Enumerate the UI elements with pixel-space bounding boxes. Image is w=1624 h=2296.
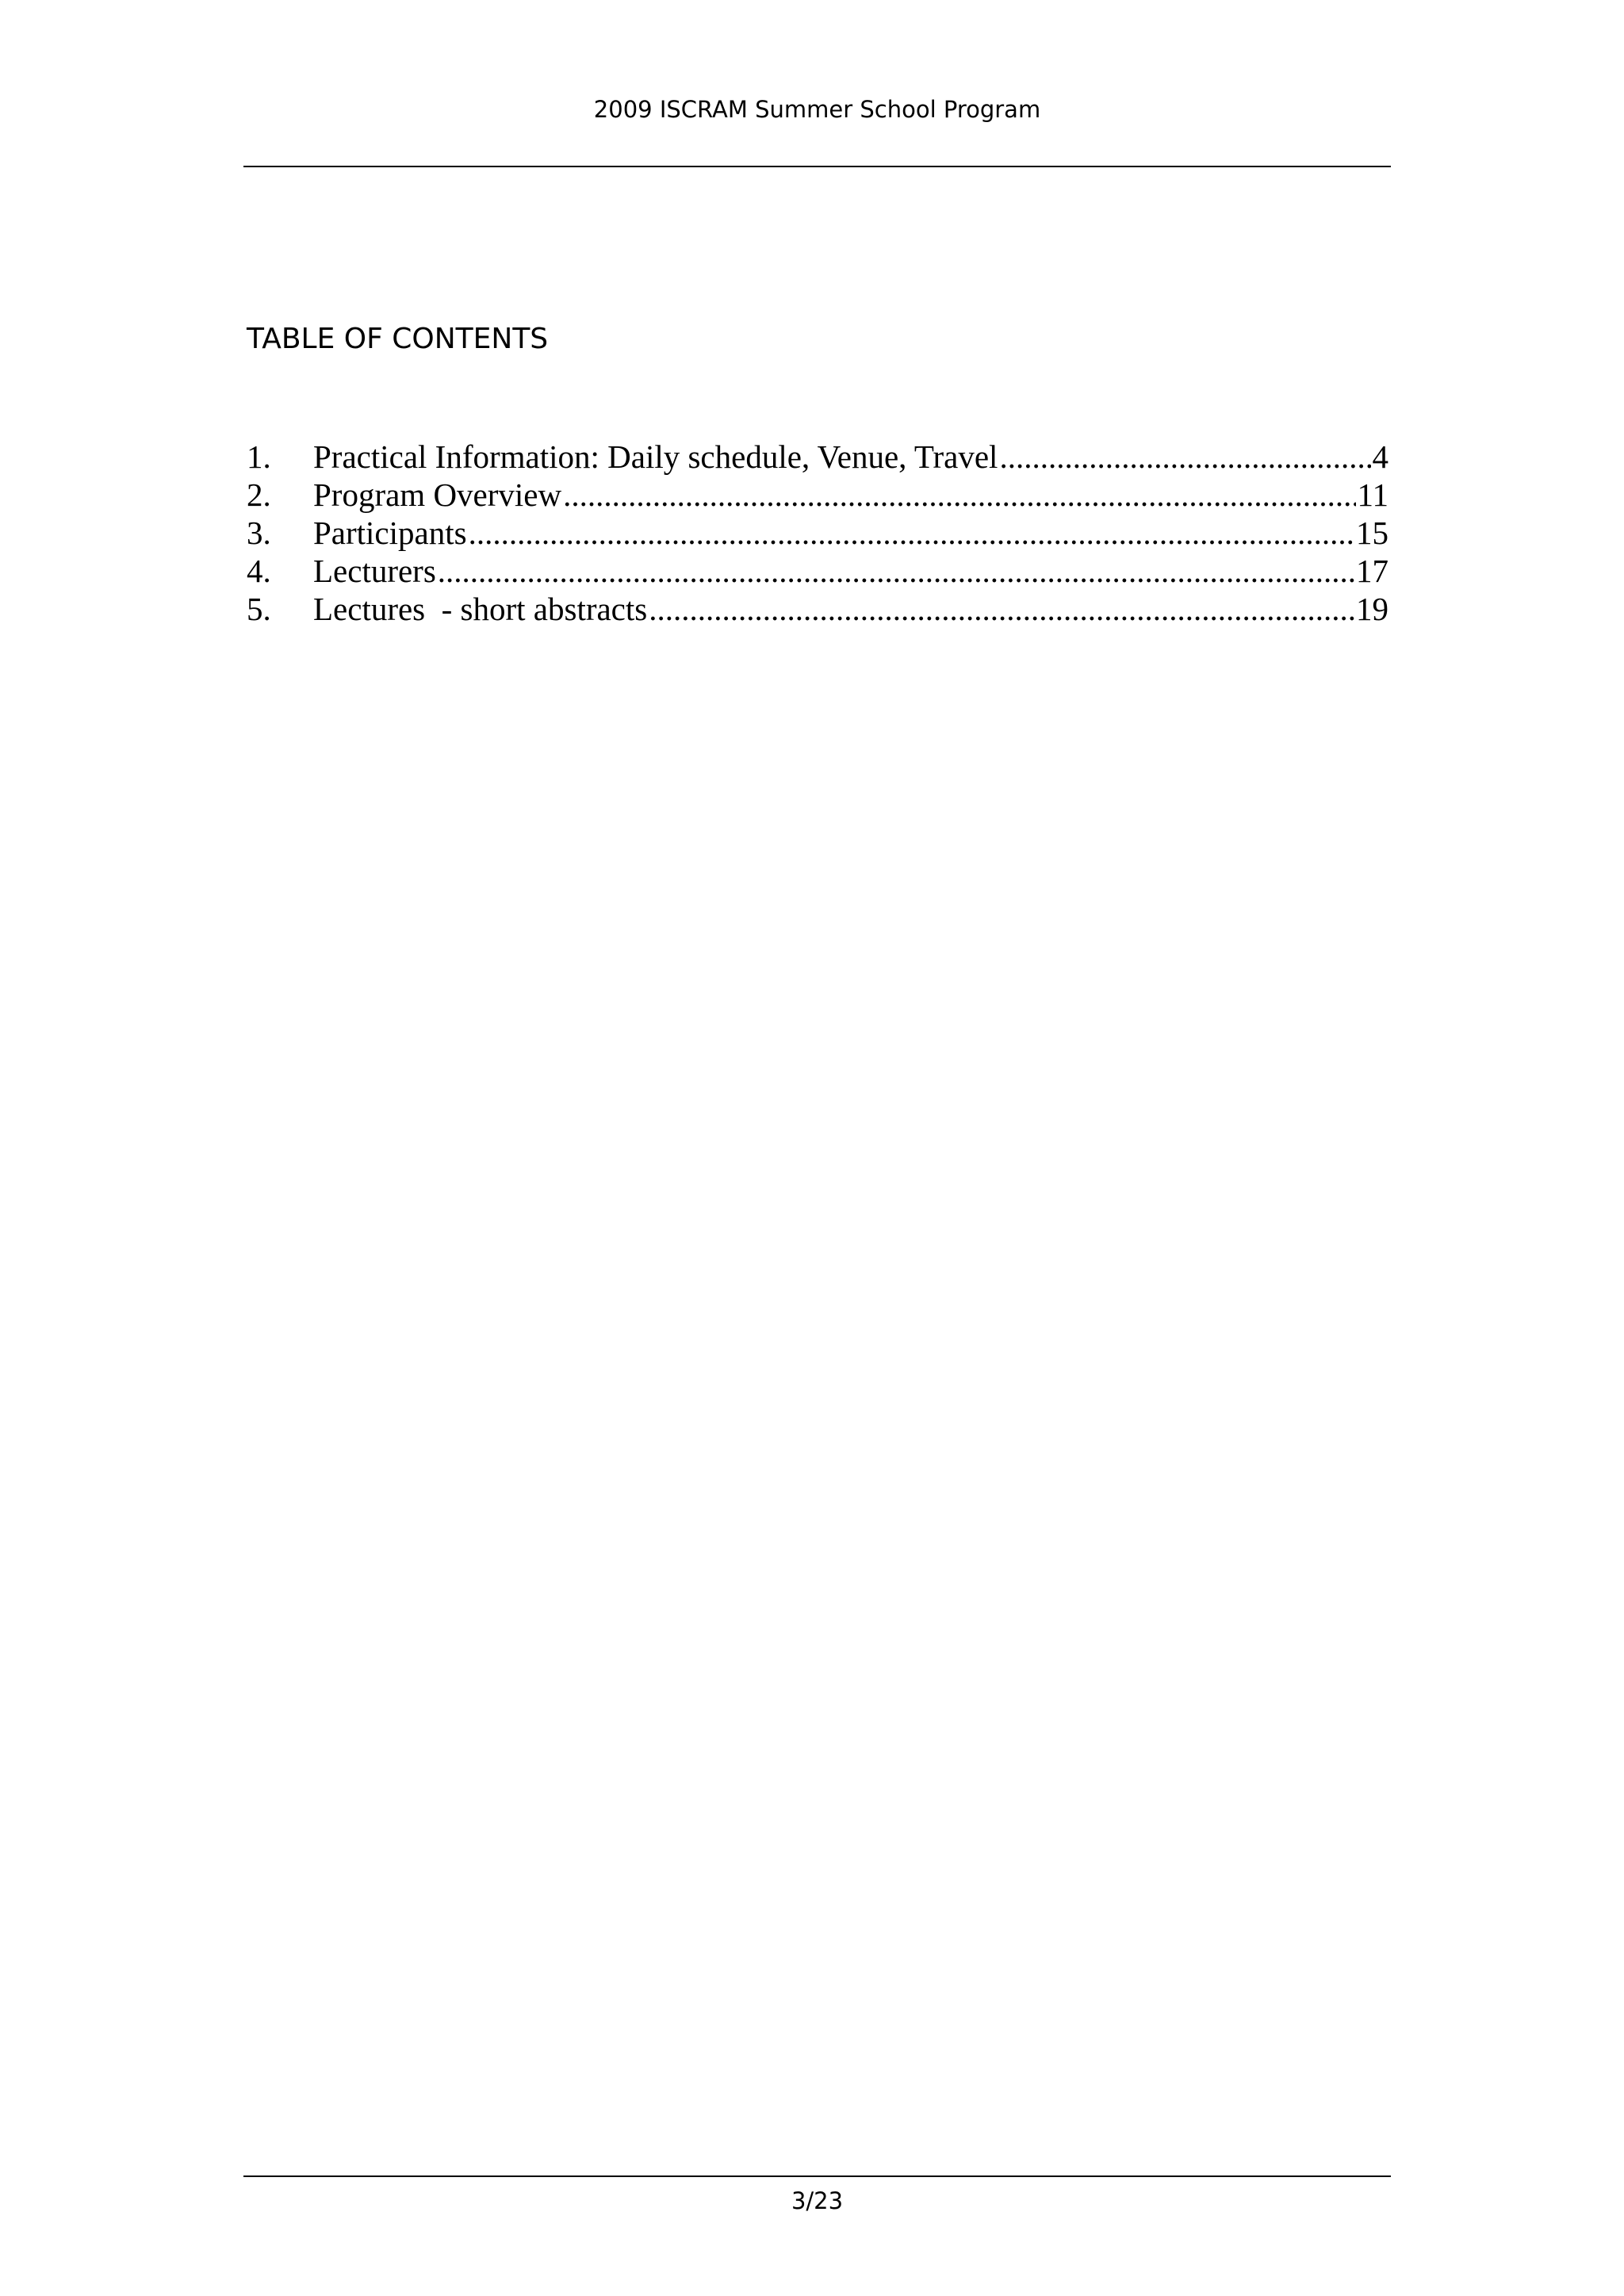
footer-rule	[243, 2175, 1391, 2177]
toc-entry-title: Lecturers	[313, 553, 436, 589]
toc-entry-number: 1.	[247, 438, 271, 475]
toc-dot-leader	[999, 438, 1370, 476]
toc-entry[interactable]	[247, 590, 1388, 628]
toc-entry[interactable]	[247, 476, 1388, 514]
toc-entry-title: Program Overview	[313, 476, 562, 513]
toc-entry-number: 4.	[247, 553, 271, 589]
toc-entry[interactable]	[247, 438, 1388, 476]
toc-entry-number: 3.	[247, 515, 271, 551]
toc-list	[247, 438, 1388, 628]
toc-entry-page: 4	[1372, 438, 1388, 475]
toc-heading: TABLE OF CONTENTS	[247, 323, 549, 355]
toc-entry-number: 2.	[247, 476, 271, 513]
toc-entry-page: 19	[1356, 591, 1388, 627]
toc-entry-page: 15	[1356, 515, 1388, 551]
toc-dot-leader	[563, 476, 1355, 514]
header-rule	[243, 166, 1391, 167]
toc-entry-title: Lectures - short abstracts	[313, 591, 648, 627]
toc-entry-title: Practical Information: Daily schedule, Venue, Travel	[313, 438, 998, 475]
toc-entry-page: 11	[1357, 476, 1388, 513]
page-number: 3/23	[791, 2187, 844, 2214]
toc-entry[interactable]	[247, 514, 1388, 552]
toc-dot-leader	[649, 590, 1354, 628]
toc-entry-title: Participants	[313, 515, 467, 551]
running-header: 2009 ISCRAM Summer School Program	[593, 96, 1041, 123]
toc-dot-leader	[469, 514, 1354, 552]
toc-entry[interactable]	[247, 552, 1388, 590]
toc-entry-page: 17	[1356, 553, 1388, 589]
toc-entry-number: 5.	[247, 591, 271, 627]
toc-dot-leader	[438, 552, 1354, 590]
